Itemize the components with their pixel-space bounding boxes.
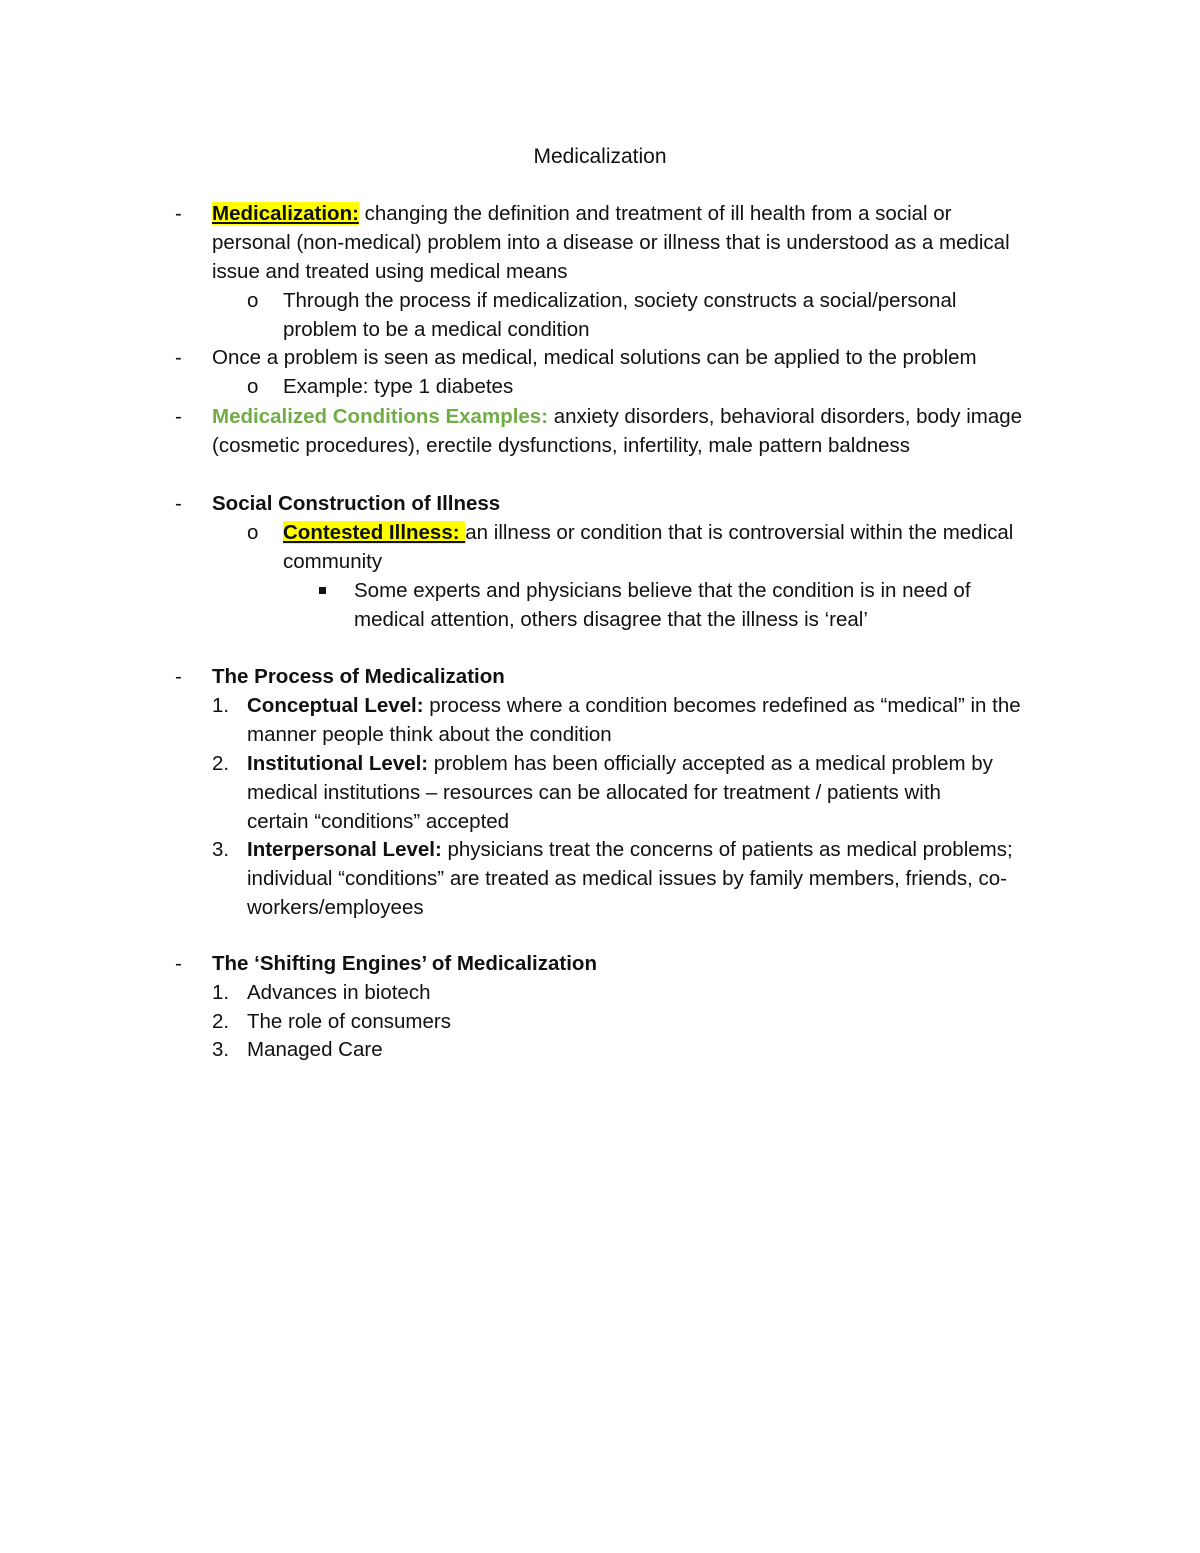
page-title: Medicalization (533, 145, 667, 168)
contested-line-2: community (283, 550, 383, 573)
social-heading: Social Construction of Illness (212, 492, 501, 515)
dash-bullet: - (175, 665, 182, 688)
engines-number: 2. (212, 1010, 230, 1033)
examples-line-2: (cosmetic procedures), erectile dysfunctions, infertility, male pattern baldness (212, 434, 911, 457)
experts-line-2: medical attention, others disagree that the illness is ‘real’ (354, 608, 868, 631)
definition-line-3: issue and treated using medical means (212, 260, 568, 283)
dash-bullet: - (175, 346, 182, 369)
square-bullet (319, 587, 326, 594)
once-line: Once a problem is seen as medical, medical solutions can be applied to the problem (212, 346, 977, 369)
engines-item: Advances in biotech (247, 981, 431, 1004)
contested-term: Contested Illness: (283, 521, 466, 544)
dash-bullet: - (175, 952, 182, 975)
process-item-2-line-1: Institutional Level: problem has been officially accepted as a medical problem by (247, 752, 993, 775)
definition-sub-line-1: Through the process if medicalization, society constructs a social/personal (283, 289, 957, 312)
process-item-3-line-2: individual “conditions” are treated as medical issues by family members, friends, co- (247, 867, 1007, 890)
once-sub-line: Example: type 1 diabetes (283, 375, 514, 398)
process-item-3-line-3: workers/employees (247, 896, 424, 919)
process-item-1-line-2: manner people think about the condition (247, 723, 612, 746)
engines-heading: The ‘Shifting Engines’ of Medicalization (212, 952, 597, 975)
definition-line-2: personal (non-medical) problem into a disease or illness that is understood as a medical (212, 231, 1010, 254)
process-item-2-line-3: certain “conditions” accepted (247, 810, 510, 833)
engines-item: Managed Care (247, 1038, 383, 1061)
engines-item: The role of consumers (247, 1010, 451, 1033)
process-item-3-line-1: Interpersonal Level: physicians treat the concerns of patients as medical problems; (247, 838, 1013, 861)
dash-bullet: - (175, 492, 182, 515)
examples-label: Medicalized Conditions Examples: (212, 405, 549, 428)
circle-bullet: o (247, 521, 259, 544)
examples-line-1: Medicalized Conditions Examples: anxiety disorders, behavioral disorders, body image (212, 405, 1023, 428)
dash-bullet: - (175, 405, 182, 428)
process-heading: The Process of Medicalization (212, 665, 505, 688)
definition-sub-line-2: problem to be a medical condition (283, 318, 590, 341)
contested-line-1: Contested Illness: an illness or condition that is controversial within the medical (283, 521, 1014, 544)
experts-line-1: Some experts and physicians believe that the condition is in need of (354, 579, 971, 602)
definition-term: Medicalization: (212, 202, 359, 225)
engines-number: 3. (212, 1038, 230, 1061)
process-number: 3. (212, 838, 230, 861)
dash-bullet: - (175, 202, 182, 225)
process-item-1-line-1: Conceptual Level: process where a condition becomes redefined as “medical” in the (247, 694, 1021, 717)
process-number: 2. (212, 752, 230, 775)
circle-bullet: o (247, 289, 259, 312)
engines-number: 1. (212, 981, 230, 1004)
process-item-2-line-2: medical institutions – resources can be allocated for treatment / patients with (247, 781, 941, 804)
process-number: 1. (212, 694, 230, 717)
definition-line-1: Medicalization: changing the definition and treatment of ill health from a social or (212, 202, 952, 225)
circle-bullet: o (247, 375, 259, 398)
